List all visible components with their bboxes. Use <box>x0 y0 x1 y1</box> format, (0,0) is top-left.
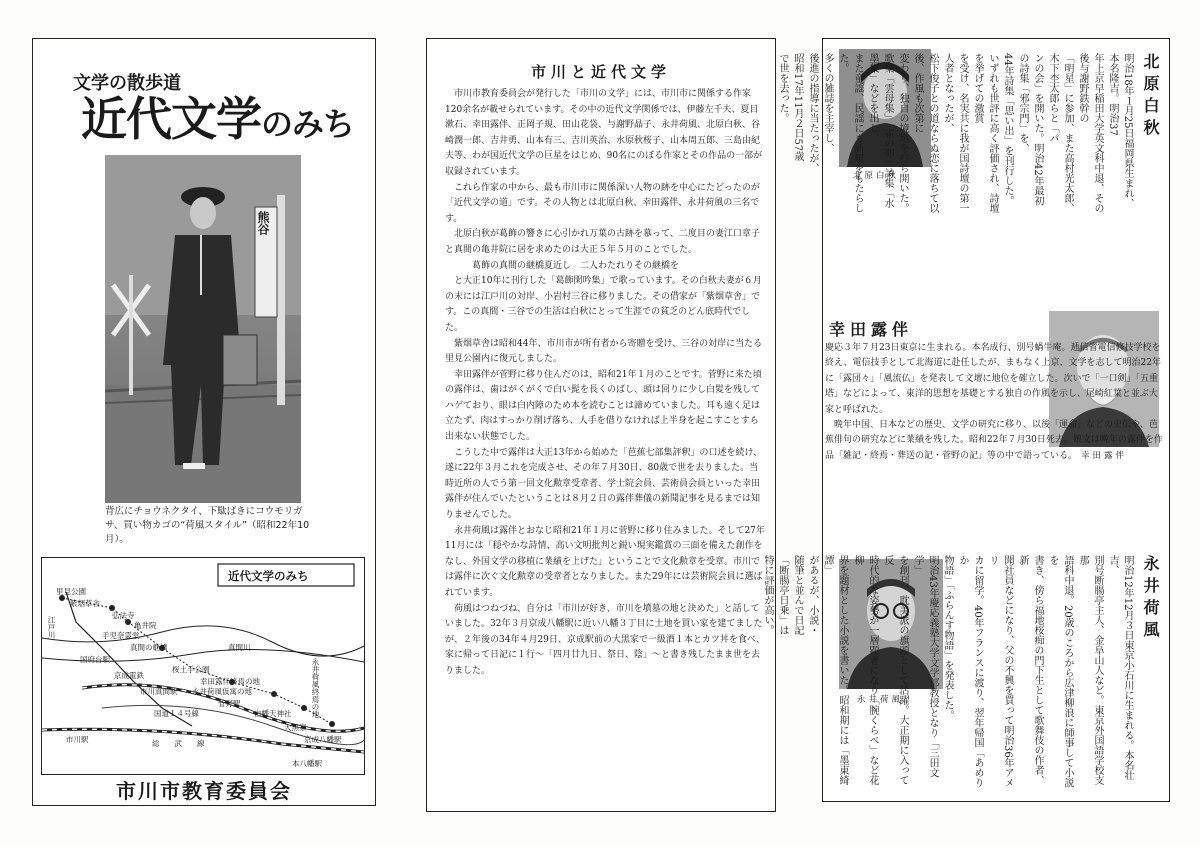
nagai-name: 永井荷風 <box>1141 555 1160 643</box>
biography-column: いずれも世評に高く評価され、詩壇を挙げての激賞 <box>972 53 998 213</box>
biography-column: 特に評価が高い。 <box>762 555 773 635</box>
biography-column: 変わり、独自の境地を打ち開いた。 <box>897 53 908 213</box>
biography-column: 聞社員などになり、父の不興を買って明治36年アメリ <box>987 555 1013 788</box>
publisher-footer: 市川市教育委員会 <box>116 779 292 803</box>
map-label-shirahata: 白幡天神社 <box>254 709 292 718</box>
map-label-kokudo: 国道１４号線 <box>154 709 199 718</box>
biography-column: カに留学。40年フランスに渡り、翌年帰国「あめりか <box>957 555 983 788</box>
map-label-mamagawa: 真間川 <box>228 643 251 652</box>
biography-column: で世を去った。 <box>777 53 788 123</box>
paragraph: 紫烟草舎は昭和44年、市川市が所有者から寄贈を受け、三谷の対岸に当たる里見公園内に復元しました。 <box>445 338 763 365</box>
biography-column: ンの会」を開いた。明治42年最初の詩集「邪宗門」を、 <box>1017 53 1043 206</box>
paragraph: と大正10年に刊行した「葛飾閑吟集」で歌っています。その白秋夫妻が６月の末には江戸川の対岸、小岩村三谷に移りました。その借家が「紫烟草舎」です。この真間・三谷での生活は白秋にとって生涯での貧乏のどん底時代でした。 <box>445 276 762 333</box>
cover-title-main: 近代文学 <box>81 92 261 146</box>
essay-panel <box>426 38 776 812</box>
biography-column: 物語」「ふらんす物語」を発表した。 <box>942 555 953 720</box>
paragraph: 慶応３年７月23日東京に生まれる。本名成行、別号蝸牛庵。逓信省電信修技学校を終え、電信技手として北海道に赴任したが、まもなく上京、文学を志して明治22年に「露団々」「風流仏」を発表して文壇に地位を確立した。次いで「一口剣」「五重塔」などによって、東洋的思想を基礎とする独自の作風を示し、尾崎紅葉と並ぶ大家と呼ばれた。 <box>825 343 1161 415</box>
map-label-sobu: 総 武 線 <box>152 739 205 748</box>
photo-illustration <box>105 155 301 503</box>
biography-column: を創刊、耽美派の旗頭として活躍。大正期に入って反 <box>882 555 908 785</box>
map-label-tekona-do: 手児奈霊堂 <box>102 631 140 640</box>
biography-column: 明治12年12月３日東京小石川に生まれる。本名壮吉、 <box>1107 555 1133 781</box>
biography-column: 昭和17年11月２日57歳 <box>792 53 803 162</box>
biography-column: 随筆と並んで日記 <box>792 555 803 635</box>
nagai-kafu-walking-photo <box>105 155 301 503</box>
map-label-nagai-end: 永井荷風終焉の地 <box>311 658 320 718</box>
map-label-edogawa: 江戸川 <box>47 616 56 639</box>
biography-column: 歌集「雲母集」「雀の卵」詩集「水墨集」などを出し、 <box>867 53 893 208</box>
paragraph: 晩年中国、日本などの歴史、文学の研究に移り、以後「運命」などの史伝や、芭蕉俳句の研究などに業績を残した。昭和22年７月30日死去。娘文は晩年の露伴を作品「雑記・終焉・葬送の記・菅野の記」等の中で語っている。 <box>825 420 1163 461</box>
map-label-sugano-st: 菅野駅 <box>218 699 241 708</box>
signpost-text: 熊谷 <box>256 211 270 235</box>
map-label-satomi: 里見公園 <box>56 587 86 596</box>
biography-column: 界を題材とした小説を書いた。昭和期には「墨東綺譚」 <box>822 555 848 785</box>
map-label-sakura: 桜土手公園 <box>172 665 210 674</box>
koda-biography <box>825 341 1163 464</box>
biography-column: 別号断腸亭主人、金阜山人など。東京外国語学校支那 <box>1077 555 1103 785</box>
paragraph: これら作家の中から、最も市川市に関係深い人物の跡を中心にたどったのが「近代文学の道」です。その人物とは北原白秋、幸田露伴、永井荷風の三名です。 <box>445 182 760 224</box>
poem-line: 葛飾の真間の継橋夏近し 二人わたれりその継橋を <box>472 260 680 271</box>
biography-column: 時代的な姿勢が一層顕著になり「腕くらべ」など花柳 <box>852 555 878 785</box>
kitahara-name: 北原白秋 <box>1141 53 1160 141</box>
biography-column: があるが、小説・ <box>807 555 818 635</box>
map-label-mama-bashi: 真間の継橋 <box>130 643 168 652</box>
map-label-keisei-yawata: 京成八幡駅 <box>304 735 342 744</box>
biography-column: 明治43年慶応義塾大学文学部教授となり「三田文学」 <box>912 555 938 778</box>
biography-column: 年上京早稲田大学英文科中退、その後与謝野鉄幹の <box>1077 53 1103 213</box>
biography-column: 書き、傍ら福地桜痴の門下生として歌舞伎の作者、新 <box>1017 555 1043 785</box>
biography-column: 後進の指導に当たったが、 <box>807 53 818 173</box>
map-label-motoyawata: 本八幡駅 <box>292 759 322 768</box>
kitahara-portrait-caption: 北原白秋 <box>853 171 900 181</box>
biography-column: を受け、名実共に我が国詩壇の第一人者となったが、 <box>942 53 968 213</box>
koda-name: 幸田露伴 <box>829 320 914 339</box>
map-label-nagai-kari: 永井荷風仮寓の地 <box>192 687 252 696</box>
map-label-keisei-line: 京成電鉄 <box>114 671 144 680</box>
paragraph: 北原白秋が葛飾の響きに心引かれ万葉の古跡を慕って、二度目の妻江口章子と真間の亀井院に居を求めたのは大正５年５月のことでした。 <box>445 229 760 255</box>
map-label-mama-st: 市川真間駅 <box>140 687 178 696</box>
biographies-panel <box>762 38 1170 802</box>
paragraph: こうした中で露伴は大正13年から始めた「芭蕉七部集評釈」の口述を続け、遂に22年３月これを完成させ、その年７月30日、80歳で世を去りました。当時近所の人でう第一回文化勲章受章者、学士院会員、芸術員会員といった幸田露伴が住んでいたということは８月２日の露伴葬儀の新聞記事を見るまでは知りませんでした。 <box>445 447 763 521</box>
essay-body <box>445 87 765 680</box>
cover-panel <box>32 38 376 806</box>
map-label-koda-chi: 幸田露伴終焉の地 <box>200 677 260 686</box>
paragraph: 荷風はつねづね、自分は「市川が好き、市川を墳墓の地と決めた」と話していました。32年３月京成八幡駅に近い八幡３丁目に土地を買い家を建てましたが、２年後の34年４月29日、京成駅前の大黒家で一級酒１本とカツ丼を食べ、家に帰って日記に１行〜「四月廿九日、祭日、陰」〜と書き残したまま世を去りました。 <box>445 603 765 676</box>
biography-column: 「明星」に参加、また高村光太郎、木下杢太郎らと「パ <box>1047 53 1073 213</box>
map-label-ichikawa-st: 市川駅 <box>66 735 89 744</box>
biography-column: 語科中退。20歳のころから広津柳浪に師事して小説を <box>1047 555 1073 788</box>
biography-column: また童謡、民謡にも新風をもたらした。 <box>837 53 863 213</box>
biography-column: 44年詩集「思い出」を刊行した。 <box>1002 53 1013 206</box>
paragraph: 幸田露伴が菅野に移り住んだのは、昭和21年１月のことです。菅野に来た頃の露伴は、歯はがくがくで白い髭を長くのばし、頭は回りに少し白髪を残してハゲており、眼は白内障のため本を読むことは諦めていました。耳も遠く足は立たず、肉はすっかり削げ落ち、人手を借りなければ上半身を起こすことすら出来ない状態でした。 <box>445 369 762 443</box>
map-title: 近代文学のみち <box>228 569 309 583</box>
map-label-daikokuya: 大黒家 <box>284 723 307 732</box>
cover-subtitle: 文学の散歩道 <box>73 73 181 94</box>
map-label-shienso: 紫烟草舎 <box>70 599 100 608</box>
koda-portrait-caption: 幸田露伴 <box>1081 451 1128 461</box>
essay-title: 市川と近代文学 <box>530 63 671 81</box>
nagai-portrait-caption: 永井荷風 <box>857 695 904 705</box>
paragraph: 市川市教育委員会が発行した「市川の文学」には、市川市に関係する作家120余名が載せられています。その中の近代文学関係では、伊藤左千夫、夏目漱石、幸田露伴、正岡子規、田山花袋、与謝野晶子、永井荷風、北原白秋、谷崎潤一郎、吉井勇、山本有三、吉川英治、水原秋桜子、山本周五郎、三島由紀夫等、わが国近代文学の巨星をはじめ、90名にのぼる作家とその作品の一部が収録されています。 <box>445 89 763 177</box>
biography-column: 多くの雑誌を主宰し、 <box>822 53 833 153</box>
biography-column: 「断腸亭日乗」は <box>777 555 788 635</box>
cover-title <box>81 91 354 152</box>
biography-column: 松下俊子との道ならぬ恋に落ちて以後、作風も次第に <box>912 53 938 213</box>
map-label-konodai: 国府台駅 <box>80 655 110 664</box>
photo-caption: 背広にチョウネクタイ、下駄ばきにコウモリガサ、買い物カゴの“荷風スタイル”（昭和22年10月）。 <box>105 506 310 545</box>
map-label-guzeiji: 弘法寺 <box>112 611 135 620</box>
route-map <box>41 557 365 775</box>
paragraph: 永井荷風は露伴とおなじ昭和21年１月に菅野に移り住みました。そして27年11月には「穏やかな詩情、高い文明批判と鋭い現実鑑賞の三面を備えた創作をなし、外国文学の移植に業績を上げた」ということで文化勲章を受章。市川では露伴に次ぐ文化勲章の受章者となりました。また29年には芸術院会員に選ばれています。 <box>445 525 765 598</box>
map-label-ryo: 亀井院 <box>134 621 157 630</box>
cover-title-small: のみち <box>261 105 355 143</box>
biography-column: 明治18年１月25日福岡県生まれ、本名隆吉。明治37 <box>1107 53 1133 209</box>
